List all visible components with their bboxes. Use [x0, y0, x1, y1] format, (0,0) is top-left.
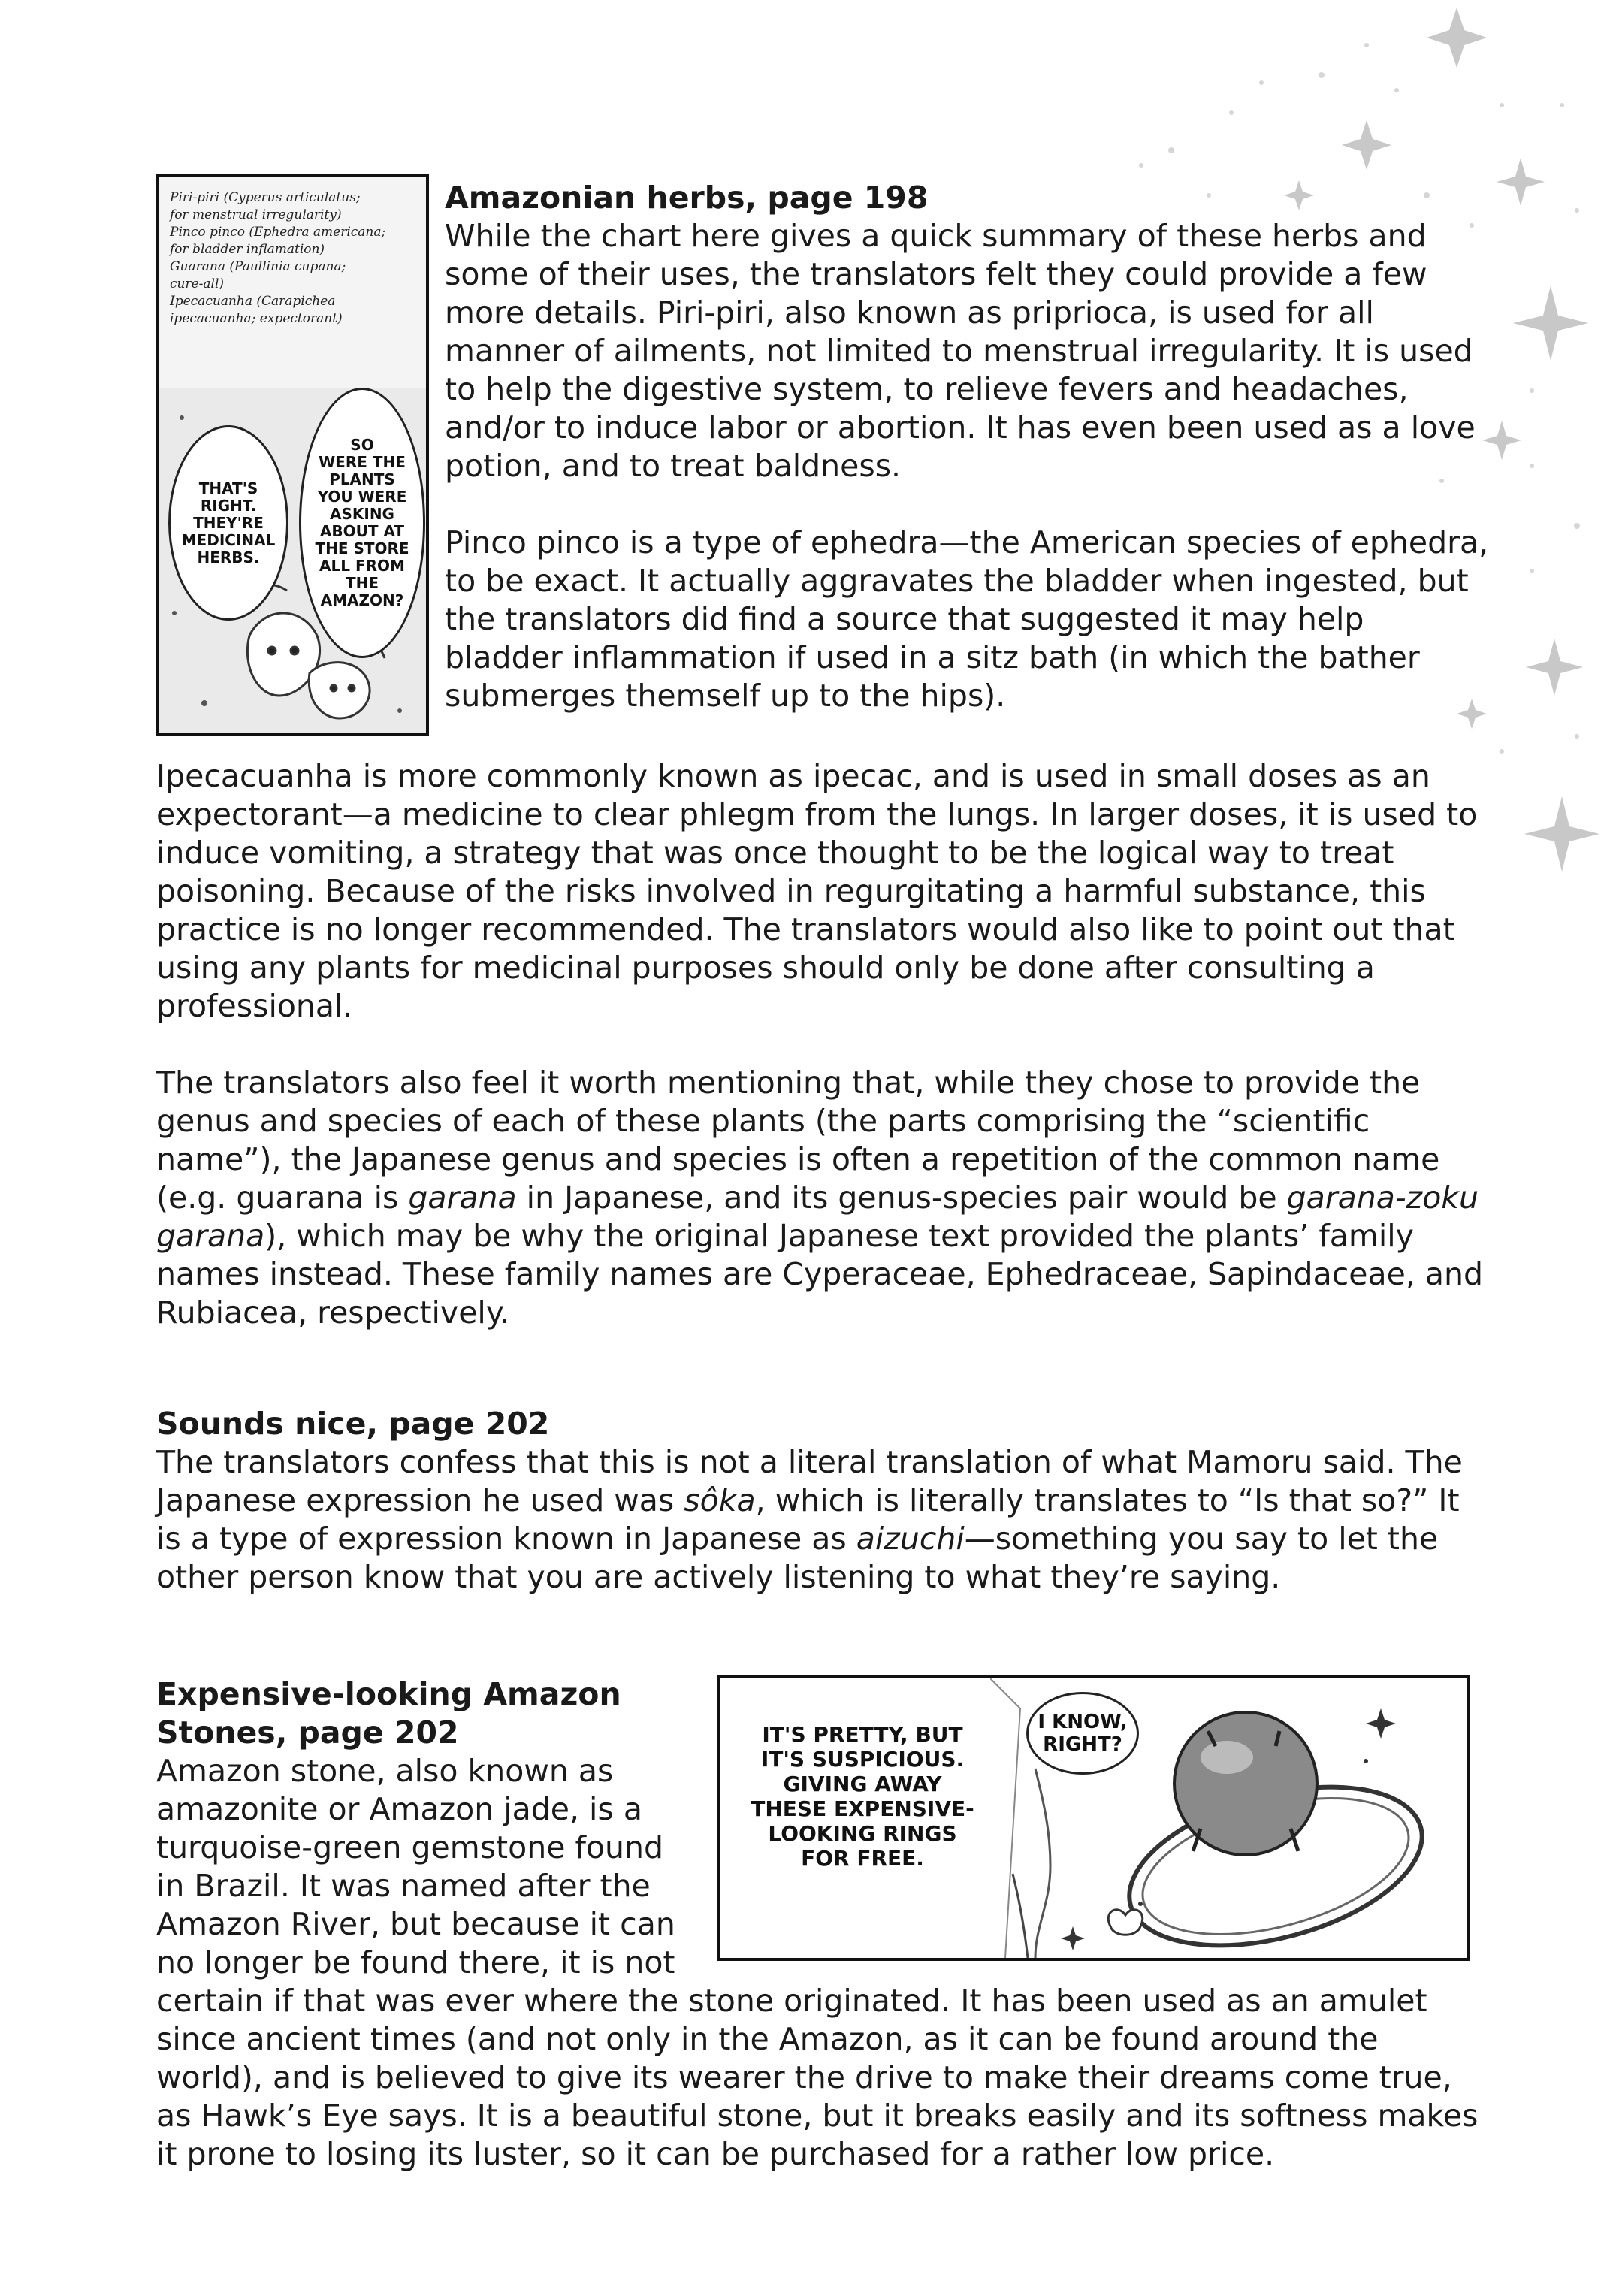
paragraph-herbs-1: While the chart here gives a quick summary of these herbs and some of their uses, the translators felt they could provide a few more details. Piri-piri, also known as priprioca, is used for all manner of ailments, not limited to menstrual irregularity. It is used to help the digestive system, to relieve fevers and headaches, and/or to induce labor or abortion. It has even been used as a love potion, and to treat baldness.: [445, 218, 1476, 484]
paragraph-stones-column: Amazon stone, also known as amazonite or Amazon jade, is a turquoise-green gemstone found in Brazil. It was named after the Amazon River, but because it can no longer be found there, it is not: [156, 1753, 675, 1980]
section-herbs-continued: [156, 757, 1488, 1332]
paragraph-stones-rest: certain if that was ever where the stone originated. It has been used as an amulet since ancient times (and not only in the Amazon, as it can be found around the world), and is believed to give its wearer the drive to make their dreams come true, as Hawk’s Eye says. It is a beautiful stone, but it breaks easily and its softness makes it prone to losing its luster, so it can be purchased for a rather low price.: [156, 1983, 1479, 2172]
section-sounds-nice: [156, 1405, 1488, 1597]
speech-bubble-medicinal-herbs: THAT'S RIGHT. THEY'RE MEDICINAL HERBS.: [168, 425, 288, 621]
section-stones-continued: [156, 1982, 1488, 2174]
speech-bubble-plants-question: SO WERE THE PLANTS YOU WERE ASKING ABOUT AT THE STORE ALL FROM THE AMAZON?: [299, 388, 425, 658]
section-amazon-stones: [156, 1675, 682, 1982]
paragraph-herbs-4: The translators also feel it worth mentioning that, while they chose to provide the genus and species of each of these plants (the parts comprising the “scientific name”), the Japanese genus and species is often a repetition of the common name (e.g. guarana is garana in Japanese, and its genus-species pair would be garana-zoku garana), which may be why the original Japanese text provided the plants’ family names instead. These family names are Cyperaceae, Ephedraceae, Sapindaceae, and Rubiacea, respectively.: [156, 1065, 1484, 1331]
paragraph-herbs-2: Pinco pinco is a type of ephedra—the American species of ephedra, to be exact. It actually aggravates the bladder when ingested, but the translators did find a source that suggested it may help bladder inflammation if used in a sitz bath (in which the bather submerges themself up to the hips).: [445, 524, 1489, 714]
heading-sounds-nice: Sounds nice, page 202: [156, 1406, 550, 1442]
heading-amazon-stones-line2: Stones, page 202: [156, 1714, 459, 1751]
heading-amazonian-herbs: Amazonian herbs, page 198: [445, 180, 929, 216]
speech-suspicious-rings: IT'S PRETTY, BUT IT'S SUSPICIOUS. GIVING AWAY THESE EXPENSIVE- LOOKING RINGS FOR FREE.: [751, 1722, 974, 1871]
paragraph-sounds-nice: The translators confess that this is not a literal translation of what Mamoru said. The Japanese expression he used was sôka, which is literally translates to “Is that so?” It is a type of expression known in Japanese as aizuchi—something you say to let the other person know that you are actively listening to what they’re saying.: [156, 1444, 1463, 1595]
heading-amazon-stones-line1: Expensive-looking Amazon: [156, 1676, 621, 1712]
herb-chart-notes: Piri-piri (Cyperus articulatus; for menstrual irregularity) Pinco pinco (Ephedra americana; for bladder inflamation) Guarana (Paullinia cupana; cure-all) Ipecacuanha (Carapichea ipecacuanha; expectorant): [170, 190, 386, 326]
paragraph-herbs-3: Ipecacuanha is more commonly known as ipecac, and is used in small doses as an expectorant—a medicine to clear phlegm from the lungs. In larger doses, it is used to induce vomiting, a strategy that was once thought to be the logical way to treat poisoning. Because of the risks involved in regurgitating a harmful substance, this practice is no longer recommended. The translators would also like to point out that using any plants for medicinal purposes should only be done after consulting a professional.: [156, 758, 1478, 1024]
speech-bubble-i-know-right: I KNOW, RIGHT?: [1026, 1692, 1139, 1775]
manga-panel-herbs: [156, 174, 429, 736]
manga-panel-ring: [717, 1675, 1470, 1961]
section-amazonian-herbs: [445, 179, 1489, 715]
